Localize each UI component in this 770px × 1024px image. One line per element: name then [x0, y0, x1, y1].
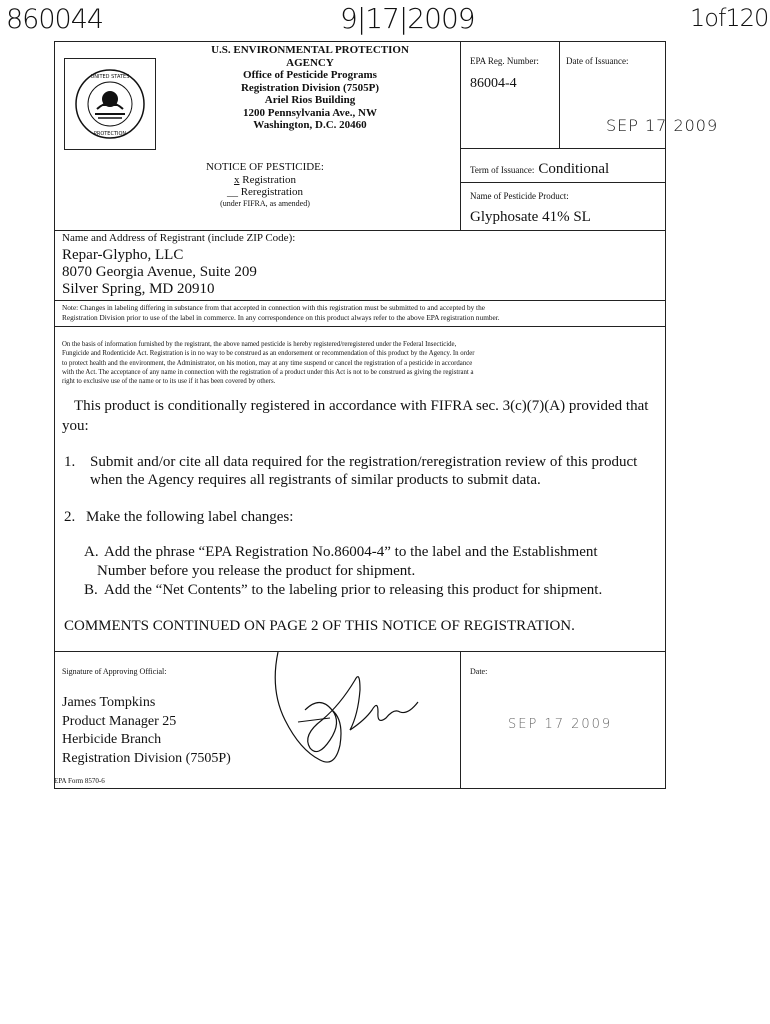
item-1-number: 1.	[64, 454, 76, 470]
agency-building: Ariel Rios Building	[264, 94, 356, 106]
registrant-label: Name and Address of Registrant (include ZIP Code):	[62, 232, 296, 244]
agency-office: Office of Pesticide Programs	[243, 69, 377, 81]
item-2-text: Make the following label changes:	[86, 509, 294, 525]
basis-line-2: Fungicide and Rodenticide Act. Registration is in no way to be construed as an endorsement or recommendation of this product by the Agency. In order	[62, 350, 475, 358]
registrant-city: Silver Spring, MD 20910	[62, 281, 215, 297]
issuance-date-stamp: SEP 17 2009	[606, 116, 719, 135]
term-label: Term of Issuance:	[470, 165, 535, 175]
registrant-street: 8070 Georgia Avenue, Suite 209	[62, 264, 257, 280]
basis-line-4: with the Act. The acceptance of any name in connection with the registration of a product under this Act is not to be construed as giving the registrant a	[62, 368, 474, 376]
item-1-line-1: Submit and/or cite all data required for the registration/reregistration review of this product	[90, 454, 638, 470]
registrant-address	[62, 247, 257, 298]
handwritten-signature	[260, 650, 430, 775]
epa-seal-box	[64, 58, 156, 150]
conditional-line-2: you:	[62, 418, 89, 434]
item-2-number: 2.	[64, 509, 76, 525]
divider	[460, 148, 665, 149]
basis-line-5: right to exclusive use of the name or to its use if it has been covered by others.	[62, 378, 276, 386]
divider	[460, 182, 665, 183]
item-a-line-2: Number before you release the product for shipment.	[97, 563, 416, 579]
note-line-1: Note: Changes in labeling differing in substance from that accepted in connection with this registration must be submitted to and accepted by the	[62, 303, 485, 312]
signatory-block	[62, 694, 231, 768]
agency-header	[190, 44, 430, 132]
reregistration-label: Reregistration	[240, 186, 304, 198]
reg-number-value: 86004-4	[470, 76, 517, 91]
item-a-label: A.	[84, 544, 99, 560]
date-stamp: SEP 17 2009	[508, 717, 613, 732]
item-1-line-2: when the Agency requires all registrants of similar products to submit data.	[90, 472, 541, 488]
signatory-branch: Herbicide Branch	[62, 732, 162, 747]
handwritten-page-count: 1of120	[690, 4, 769, 32]
divider	[55, 300, 665, 301]
form-number: EPA Form 8570-6	[54, 777, 105, 785]
agency-city: Washington, D.C. 20460	[253, 119, 367, 131]
agency-street: 1200 Pennsylvania Ave., NW	[243, 106, 377, 119]
registration-checkmark: x	[233, 173, 240, 186]
signatory-name: James Tompkins	[62, 695, 156, 710]
signature-label: Signature of Approving Official:	[62, 667, 167, 676]
signatory-division: Registration Division (7505P)	[62, 750, 231, 766]
labeling-note	[62, 303, 662, 322]
epa-seal-icon	[65, 59, 155, 149]
divider	[55, 230, 665, 231]
term-row	[470, 160, 609, 178]
notice-title: NOTICE OF PESTICIDE:	[206, 161, 324, 173]
basis-line-1: On the basis of information furnished by the registrant, the above named pesticide is hereby registered/reregistered under the Federal Insecticide,	[62, 341, 457, 348]
item-b-text: Add the “Net Contents” to the labeling prior to releasing this product for shipment.	[104, 582, 603, 598]
conditional-line-1: This product is conditionally registered in accordance with FIFRA sec. 3(c)(7)(A) provided that	[74, 398, 649, 414]
agency-division: Registration Division (7505P)	[240, 81, 380, 94]
basis-paragraph	[62, 340, 662, 386]
registration-label: Registration	[242, 173, 297, 186]
item-a-line-1: Add the phrase “EPA Registration No.86004-4” to the label and the Establishment	[104, 544, 598, 560]
notice-reregistration: __ Reregistration	[226, 186, 304, 198]
handwritten-date: 9|17|2009	[340, 2, 475, 35]
notice-under-fifra: (under FIFRA, as amended)	[220, 198, 310, 208]
agency-name-line2: AGENCY	[286, 56, 334, 69]
divider	[460, 42, 461, 230]
divider	[460, 651, 461, 788]
notice-registration	[180, 174, 350, 187]
handwritten-reg-number: 860044	[6, 4, 104, 35]
svg-text:UNITED STATES: UNITED STATES	[90, 74, 130, 80]
reg-number-label: EPA Reg. Number:	[470, 56, 539, 66]
svg-text:PROTECTION: PROTECTION	[93, 131, 127, 137]
notice-block	[180, 161, 350, 208]
basis-line-3: to protect health and the environment, the Administrator, on his motion, may at any time suspend or cancel the registration of a pesticide in accordance	[62, 359, 473, 367]
date-label: Date:	[470, 667, 488, 676]
agency-name-line1: U.S. ENVIRONMENTAL PROTECTION	[211, 44, 409, 56]
term-value: Conditional	[538, 161, 610, 177]
signatory-title: Product Manager 25	[62, 713, 177, 729]
note-line-2: Registration Division prior to use of the label in commerce. In any correspondence on this product always refer to the above EPA registration number.	[62, 312, 500, 322]
product-value: Glyphosate 41% SL	[470, 209, 591, 225]
divider	[55, 326, 665, 327]
divider	[559, 42, 560, 148]
registrant-name: Repar-Glypho, LLC	[62, 247, 184, 263]
comments-continued: COMMENTS CONTINUED ON PAGE 2 OF THIS NOTICE OF REGISTRATION.	[64, 618, 575, 634]
product-label: Name of Pesticide Product:	[470, 191, 569, 201]
issuance-date-label: Date of Issuance:	[566, 56, 629, 66]
item-b-label: B.	[84, 582, 98, 598]
